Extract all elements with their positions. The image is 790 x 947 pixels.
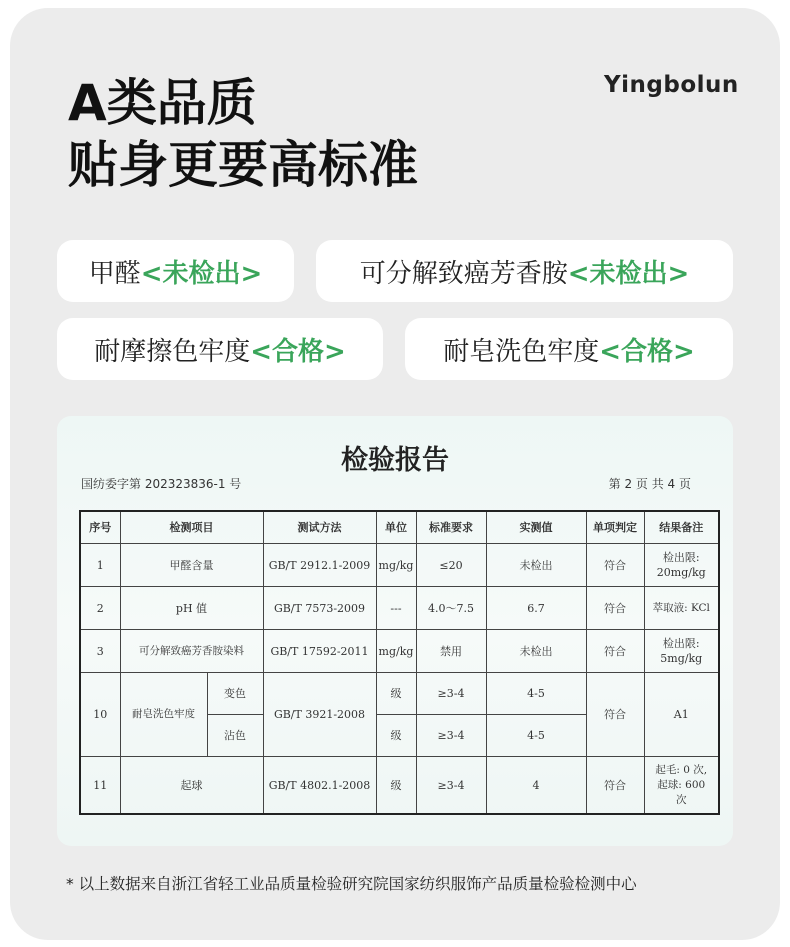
table-header-row — [80, 511, 719, 544]
cell-requirement: ≥3-4 — [416, 757, 486, 815]
badge-label: 耐摩擦色牢度 — [94, 336, 251, 367]
cell-requirement: ≥3-4 — [416, 673, 486, 715]
cell-unit: mg/kg — [376, 544, 416, 587]
badge-aromatic-amine — [316, 240, 733, 302]
report-page-info: 第 2 页 共 4 页 — [608, 477, 691, 491]
header-cell: 测试方法 — [263, 511, 376, 544]
headline — [68, 72, 418, 196]
cell-item: pH 值 — [120, 587, 263, 630]
cell-remark: 起毛: 0 次, 起球: 600 次 — [644, 757, 719, 815]
badge-result: <未检出> — [140, 258, 263, 289]
badge-result: <合格> — [250, 336, 346, 367]
header-cell: 标准要求 — [416, 511, 486, 544]
cell-requirement: 禁用 — [416, 630, 486, 673]
badge-rubbing-fastness — [57, 318, 383, 380]
table-row — [80, 544, 719, 587]
badge-result: <未检出> — [567, 258, 690, 289]
header-cell: 结果备注 — [644, 511, 719, 544]
cell-remark: 检出限: 5mg/kg — [644, 630, 719, 673]
cell-judgement: 符合 — [586, 587, 644, 630]
header-cell: 单位 — [376, 511, 416, 544]
cell-method: GB/T 7573-2009 — [263, 587, 376, 630]
cell-item: 甲醛含量 — [120, 544, 263, 587]
headline-line-2: 贴身更要高标准 — [68, 136, 418, 194]
cell-unit: 级 — [376, 757, 416, 815]
cell-requirement: 4.0～7.5 — [416, 587, 486, 630]
cell-remark: 萃取液: KCl — [644, 587, 719, 630]
badge-label: 耐皂洗色牢度 — [443, 336, 600, 367]
cell-no: 3 — [80, 630, 120, 673]
cell-judgement: 符合 — [586, 757, 644, 815]
badge-result: <合格> — [599, 336, 695, 367]
cell-requirement: ≤20 — [416, 544, 486, 587]
header-cell: 实测值 — [486, 511, 586, 544]
badge-label: 可分解致癌芳香胺 — [359, 258, 568, 289]
cell-judgement: 符合 — [586, 630, 644, 673]
cell-item: 耐皂洗色牢度 — [120, 673, 207, 757]
cell-no: 1 — [80, 544, 120, 587]
cell-method: GB/T 4802.1-2008 — [263, 757, 376, 815]
cell-no: 2 — [80, 587, 120, 630]
badge-formaldehyde — [57, 240, 294, 302]
cell-remark: 检出限: 20mg/kg — [644, 544, 719, 587]
headline-line-1: A类品质 — [68, 74, 257, 132]
cell-item: 可分解致癌芳香胺染料 — [120, 630, 263, 673]
table-row — [80, 757, 719, 815]
cell-remark: A1 — [644, 673, 719, 757]
cell-subitem: 沾色 — [207, 715, 263, 757]
report-table — [79, 510, 720, 815]
cell-value: 6.7 — [486, 587, 586, 630]
header-cell: 序号 — [80, 511, 120, 544]
report-doc-number: 国纺委字第 202323836-1 号 — [81, 477, 242, 491]
cell-item: 起球 — [120, 757, 263, 815]
badge-label: 甲醛 — [88, 258, 141, 289]
cell-no: 11 — [80, 757, 120, 815]
cell-judgement: 符合 — [586, 544, 644, 587]
cell-requirement: ≥3-4 — [416, 715, 486, 757]
cell-judgement: 符合 — [586, 673, 644, 757]
cell-no: 10 — [80, 673, 120, 757]
cell-unit: 级 — [376, 673, 416, 715]
cell-unit: 级 — [376, 715, 416, 757]
cell-subitem: 变色 — [207, 673, 263, 715]
header-cell: 单项判定 — [586, 511, 644, 544]
footnote: * 以上数据来自浙江省轻工业品质量检验研究院国家纺织服饰产品质量检验检测中心 — [66, 875, 637, 893]
table-row — [80, 587, 719, 630]
cell-method: GB/T 2912.1-2009 — [263, 544, 376, 587]
cell-method: GB/T 3921-2008 — [263, 673, 376, 757]
table-row — [80, 630, 719, 673]
inspection-report — [57, 416, 733, 846]
cell-value: 4-5 — [486, 673, 586, 715]
report-title: 检验报告 — [341, 445, 449, 476]
cell-value: 未检出 — [486, 630, 586, 673]
brand-logo: Yingbolun — [604, 72, 739, 98]
header-cell: 检测项目 — [120, 511, 263, 544]
badge-soaping-fastness — [405, 318, 733, 380]
cell-method: GB/T 17592-2011 — [263, 630, 376, 673]
cell-value: 4 — [486, 757, 586, 815]
cell-unit: --- — [376, 587, 416, 630]
cell-value: 4-5 — [486, 715, 586, 757]
cell-value: 未检出 — [486, 544, 586, 587]
table-row — [80, 673, 719, 715]
cell-unit: mg/kg — [376, 630, 416, 673]
